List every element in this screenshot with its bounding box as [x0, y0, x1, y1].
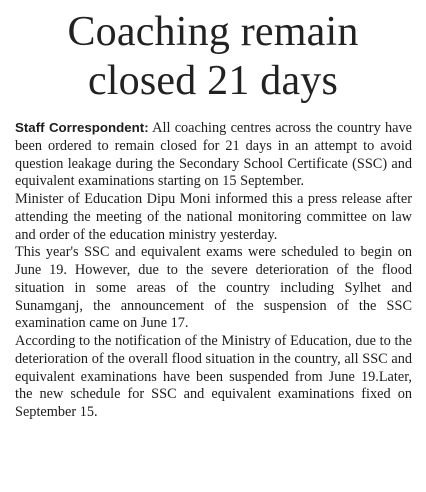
headline [0, 8, 426, 106]
article-paragraph-1 [15, 119, 412, 191]
headline-line-1: Coaching remain [67, 9, 359, 55]
byline: Staff Correspondent: [15, 120, 149, 135]
headline-line-2: closed 21 days [87, 58, 339, 104]
article-paragraph-2: Minister of Education Dipu Moni informed this a press release after attending the meeting of the national monitoring committee on law and order of the education ministry yesterday. [15, 191, 412, 243]
article-body [15, 119, 412, 422]
paragraph-1-text: All coaching centres across the country have been ordered to remain closed for 21 days in an attempt to avoid question leakage during the Secondary School Certificate (SSC) and equivalent examinations starting on 15 September. [15, 120, 412, 190]
article-paragraph-4: According to the notification of the Ministry of Education, due to the deterioration of the overall flood situation in the country, all SSC and equivalent examinations have been suspended from June 19.Later, the new schedule for SSC and equivalent examinations fixed on September 15. [15, 333, 412, 420]
article-paragraph-3: This year's SSC and equivalent exams were scheduled to begin on June 19. However, due to the severe deterioration of the flood situation in some areas of the country including Sylhet and Sunamganj, the announcement of the suspension of the SSC examination came on June 17. [15, 244, 412, 332]
